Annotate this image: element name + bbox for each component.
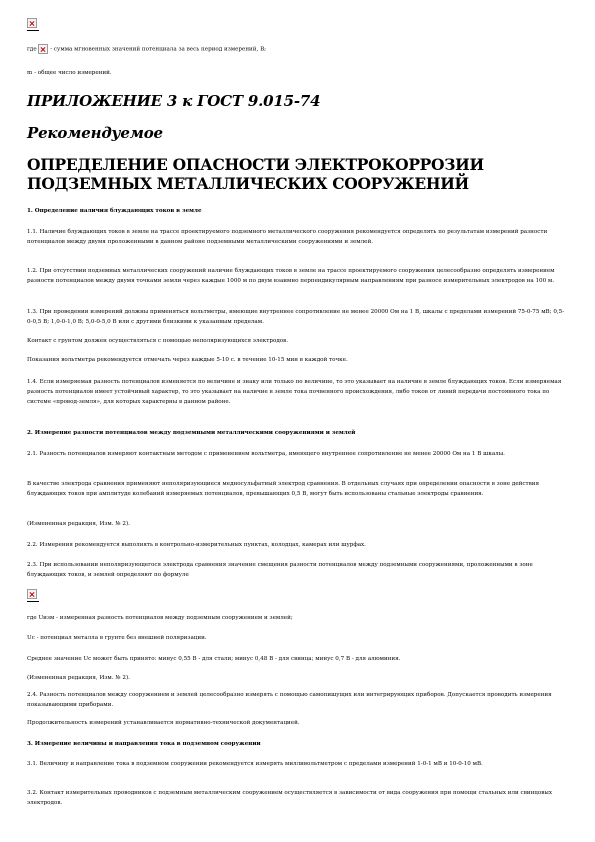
- appendix-status: Рекомендуемое: [27, 124, 163, 142]
- where-text: - сумма мгновенных значений потенциала за весь период измерений, В;: [50, 46, 267, 53]
- revision-note-2: (Измененная редакция, Изм. № 2).: [27, 675, 130, 681]
- image-underline: [27, 30, 39, 31]
- paragraph-1-4: 1.4. Если измеряемая разность потенциалов изменяется по величине и знаку или только по величине, то это указывает на наличие в земле блуждающих токов. Если измеряемая разность потенциалов имеет устойчивый характер, то это указывает на наличие в земле тока почвенного происхождения, либо токов от линий передачи постоянного тока по системе «провод-земля», для которых характерны в данном районе.: [27, 379, 562, 405]
- paragraph-1-1: 1.1. Наличие блуждающих токов в земле на трассе проектируемого подземного металлического сооружения рекомендуется определять по результатам измерений разности потенциалов между двумя проложенными в данном районе подземными металлическими сооружениями и землей.: [27, 229, 548, 245]
- measurement-count-line: m - общее число измерений.: [27, 70, 112, 76]
- paragraph-2-1: 2.1. Разность потенциалов измеряют контактным методом с применением вольтметра, имеющего внутреннее сопротивление не менее 20000 Ом на 1 В шкалы.: [27, 451, 505, 457]
- paragraph-2-2: 2.2. Измерения рекомендуется выполнять в контрольно-измерительных пунктах, колодцах, камерах или шурфах.: [27, 542, 366, 548]
- where-uc: Uс - потенциал металла в грунте без внешней поляризации.: [27, 635, 207, 641]
- section-2-title: 2. Измерение разности потенциалов между подземными металлическими сооружениями и землей: [27, 430, 356, 436]
- where-uizm: где Uизм - измеренная разность потенциалов между подземным сооружением и землей;: [27, 615, 293, 621]
- paragraph-readings: Показания вольтметра рекомендуется отмечать через каждые 5-10 с. в течение 10-15 мин в каждой точке.: [27, 357, 348, 363]
- paragraph-3-1: 3.1. Величину и направление тока в подземном сооружении рекомендуется измерять милливольтметром с пределами измерений 1-0-1 мВ и 10-0-10 мВ.: [27, 761, 483, 767]
- broken-image-icon: [27, 18, 37, 28]
- paragraph-3-2: 3.2. Контакт измерительных проводников с подземным металлическим сооружением осуществляется в зависимости от вида сооружения при помощи стальных или свинцовых электродов.: [27, 790, 553, 806]
- paragraph-2-1b: В качестве электрода сравнения применяют неполяризующиеся медносульфатный электрод сравнения. В отдельных случаях при определении опасности в зоне действия блуждающих токов при амплитуде колебаний измеряемых потенциалов, превышающих 0,5 В, могут быть использованы стальные электроды сравнения.: [27, 481, 540, 497]
- average-value: Среднее значение Uс может быть принято: минус 0,55 В - для стали; минус 0,48 В - для свинца; минус 0,7 В - для алюминия.: [27, 656, 401, 662]
- appendix-title: ПРИЛОЖЕНИЕ 3 к ГОСТ 9.015-74: [27, 92, 321, 110]
- revision-note-1: (Измененная редакция, Изм. № 2).: [27, 521, 130, 527]
- paragraph-contact: Контакт с грунтом должен осуществляться с помощью неполяризующихся электродов.: [27, 338, 289, 344]
- broken-image-icon: [38, 44, 48, 54]
- paragraph-1-2: 1.2. При отсутствии подземных металлических сооружений наличие блуждающих токов в земле на трассе проектируемого сооружения целесообразно определять измерением разности потенциалов между двумя точками земли через каждые 1000 м по двум взаимно перпендикулярным направлениям при разносе измерительных электродов на 100 м.: [27, 268, 555, 284]
- image-underline: [27, 601, 39, 602]
- paragraph-1-3: 1.3. При проведении измерений должны применяться вольтметры, имеющие внутреннее сопротивление не менее 20000 Ом на 1 В, шкалы с пределами измерений 75-0-75 мВ; 0,5-0-0,5 В; 1,0-0-1,0 В; 5,0-0-5,0 В или с другими близкими к указанным пределам.: [27, 309, 565, 325]
- section-1-title: 1. Определение наличия блуждающих токов в земле: [27, 208, 202, 214]
- paragraph-2-3: 2.3. При использовании неполяризующегося электрода сравнения значение смещения разности потенциалов между подземными сооружениями, проложенными в зоне блуждающих токов, и землей определяют по формуле: [27, 562, 533, 578]
- paragraph-2-4: 2.4. Разность потенциалов между сооружением и землей целесообразно измерять с помощью самопишущих или интегрирующих приборов. Допускается проводить измерения показывающими приборами.: [27, 692, 552, 708]
- paragraph-duration: Продолжительность измерений устанавливается нормативно-технической документацией.: [27, 720, 300, 726]
- where-prefix: где: [27, 46, 37, 53]
- appendix-heading: ОПРЕДЕЛЕНИЕ ОПАСНОСТИ ЭЛЕКТРОКОРРОЗИИ ПОДЗЕМНЫХ МЕТАЛЛИЧЕСКИХ СООРУЖЕНИЙ: [27, 155, 484, 193]
- formula-explanation-line: [27, 44, 567, 55]
- section-3-title: 3. Измерение величины и направления тока в подземном сооружении: [27, 741, 261, 747]
- broken-image-icon: [27, 589, 37, 599]
